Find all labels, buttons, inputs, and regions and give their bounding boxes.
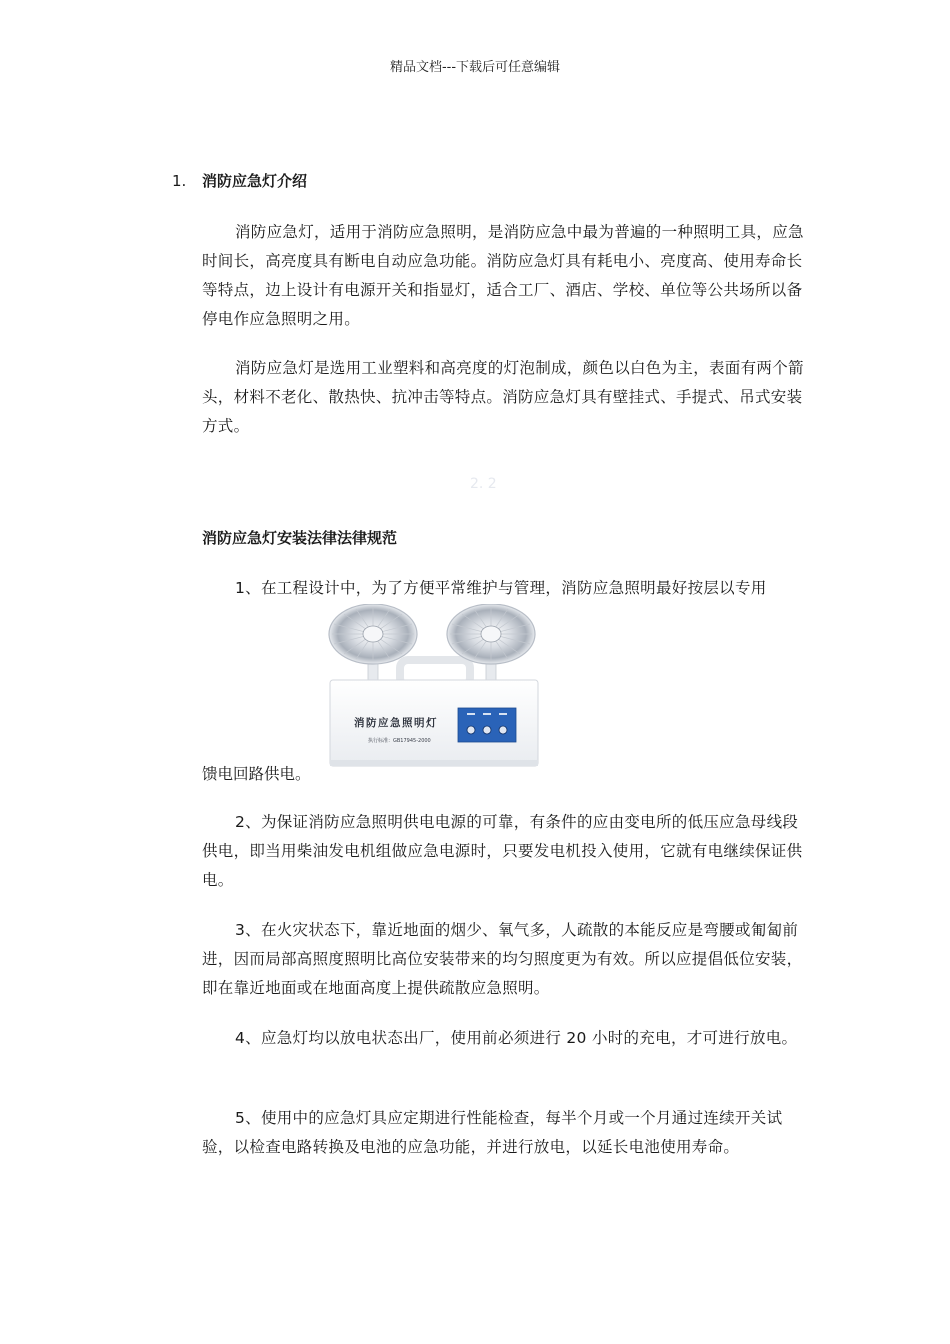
paragraph-item-1: 1、在工程设计中，为了方便平常维护与管理，消防应急照明最好按层以专用	[235, 579, 767, 597]
lamp-standard-text: 执行标准：GB17945-2000	[368, 738, 431, 744]
paragraph-item-4: 4、应急灯均以放电状态出厂，使用前必须进行 20 小时的充电，才可进行放电。	[235, 1029, 798, 1047]
paragraph-item-1-continued: 馈电回路供电。	[202, 765, 311, 783]
faint-watermark-number: 2. 2	[470, 476, 497, 492]
emergency-lamp-image	[318, 604, 550, 780]
paragraph-item-3: 3、在火灾状态下，靠近地面的烟少、氧气多，人疏散的本能反应是弯腰或匍匐前进，因而局部高照度照明比高位安装带来的均匀照度更为有效。所以应提倡低位安装，即在靠近地面或在地面高度上提供疏散应急照明。	[202, 921, 803, 997]
section-1-title: 消防应急灯介绍	[202, 172, 308, 190]
section-2-heading: 消防应急灯安装法律法律规范	[202, 529, 398, 547]
paragraph-intro-2: 消防应急灯是选用工业塑料和高亮度的灯泡制成，颜色以白色为主，表面有两个箭头，材料不老化、散热快、抗冲击等特点。消防应急灯具有壁挂式、手提式、吊式安装方式。	[202, 359, 804, 435]
paragraph-item-5: 5、使用中的应急灯具应定期进行性能检查，每半个月或一个月通过连续开关试验，以检查电路转换及电池的应急功能，并进行放电，以延长电池使用寿命。	[202, 1109, 783, 1156]
paragraph-item-2: 2、为保证消防应急照明供电电源的可靠，有条件的应由变电所的低压应急母线段供电，即当用柴油发电机组做应急电源时，只要发电机投入使用，它就有电继续保证供电。	[202, 813, 803, 889]
section-1-heading	[172, 170, 307, 191]
paragraph-intro-1: 消防应急灯，适用于消防应急照明，是消防应急中最为普遍的一种照明工具，应急时间长，高亮度具有断电自动应急功能。消防应急灯具有耗电小、亮度高、使用寿命长等特点，边上设计有电源开关和指显灯，适合工厂、酒店、学校、单位等公共场所以备停电作应急照明之用。	[202, 223, 804, 328]
page-header: 精品文档---下载后可任意编辑	[389, 60, 561, 75]
section-1-number: 1.	[172, 172, 187, 190]
lamp-label-text: 消防应急照明灯	[354, 717, 438, 729]
